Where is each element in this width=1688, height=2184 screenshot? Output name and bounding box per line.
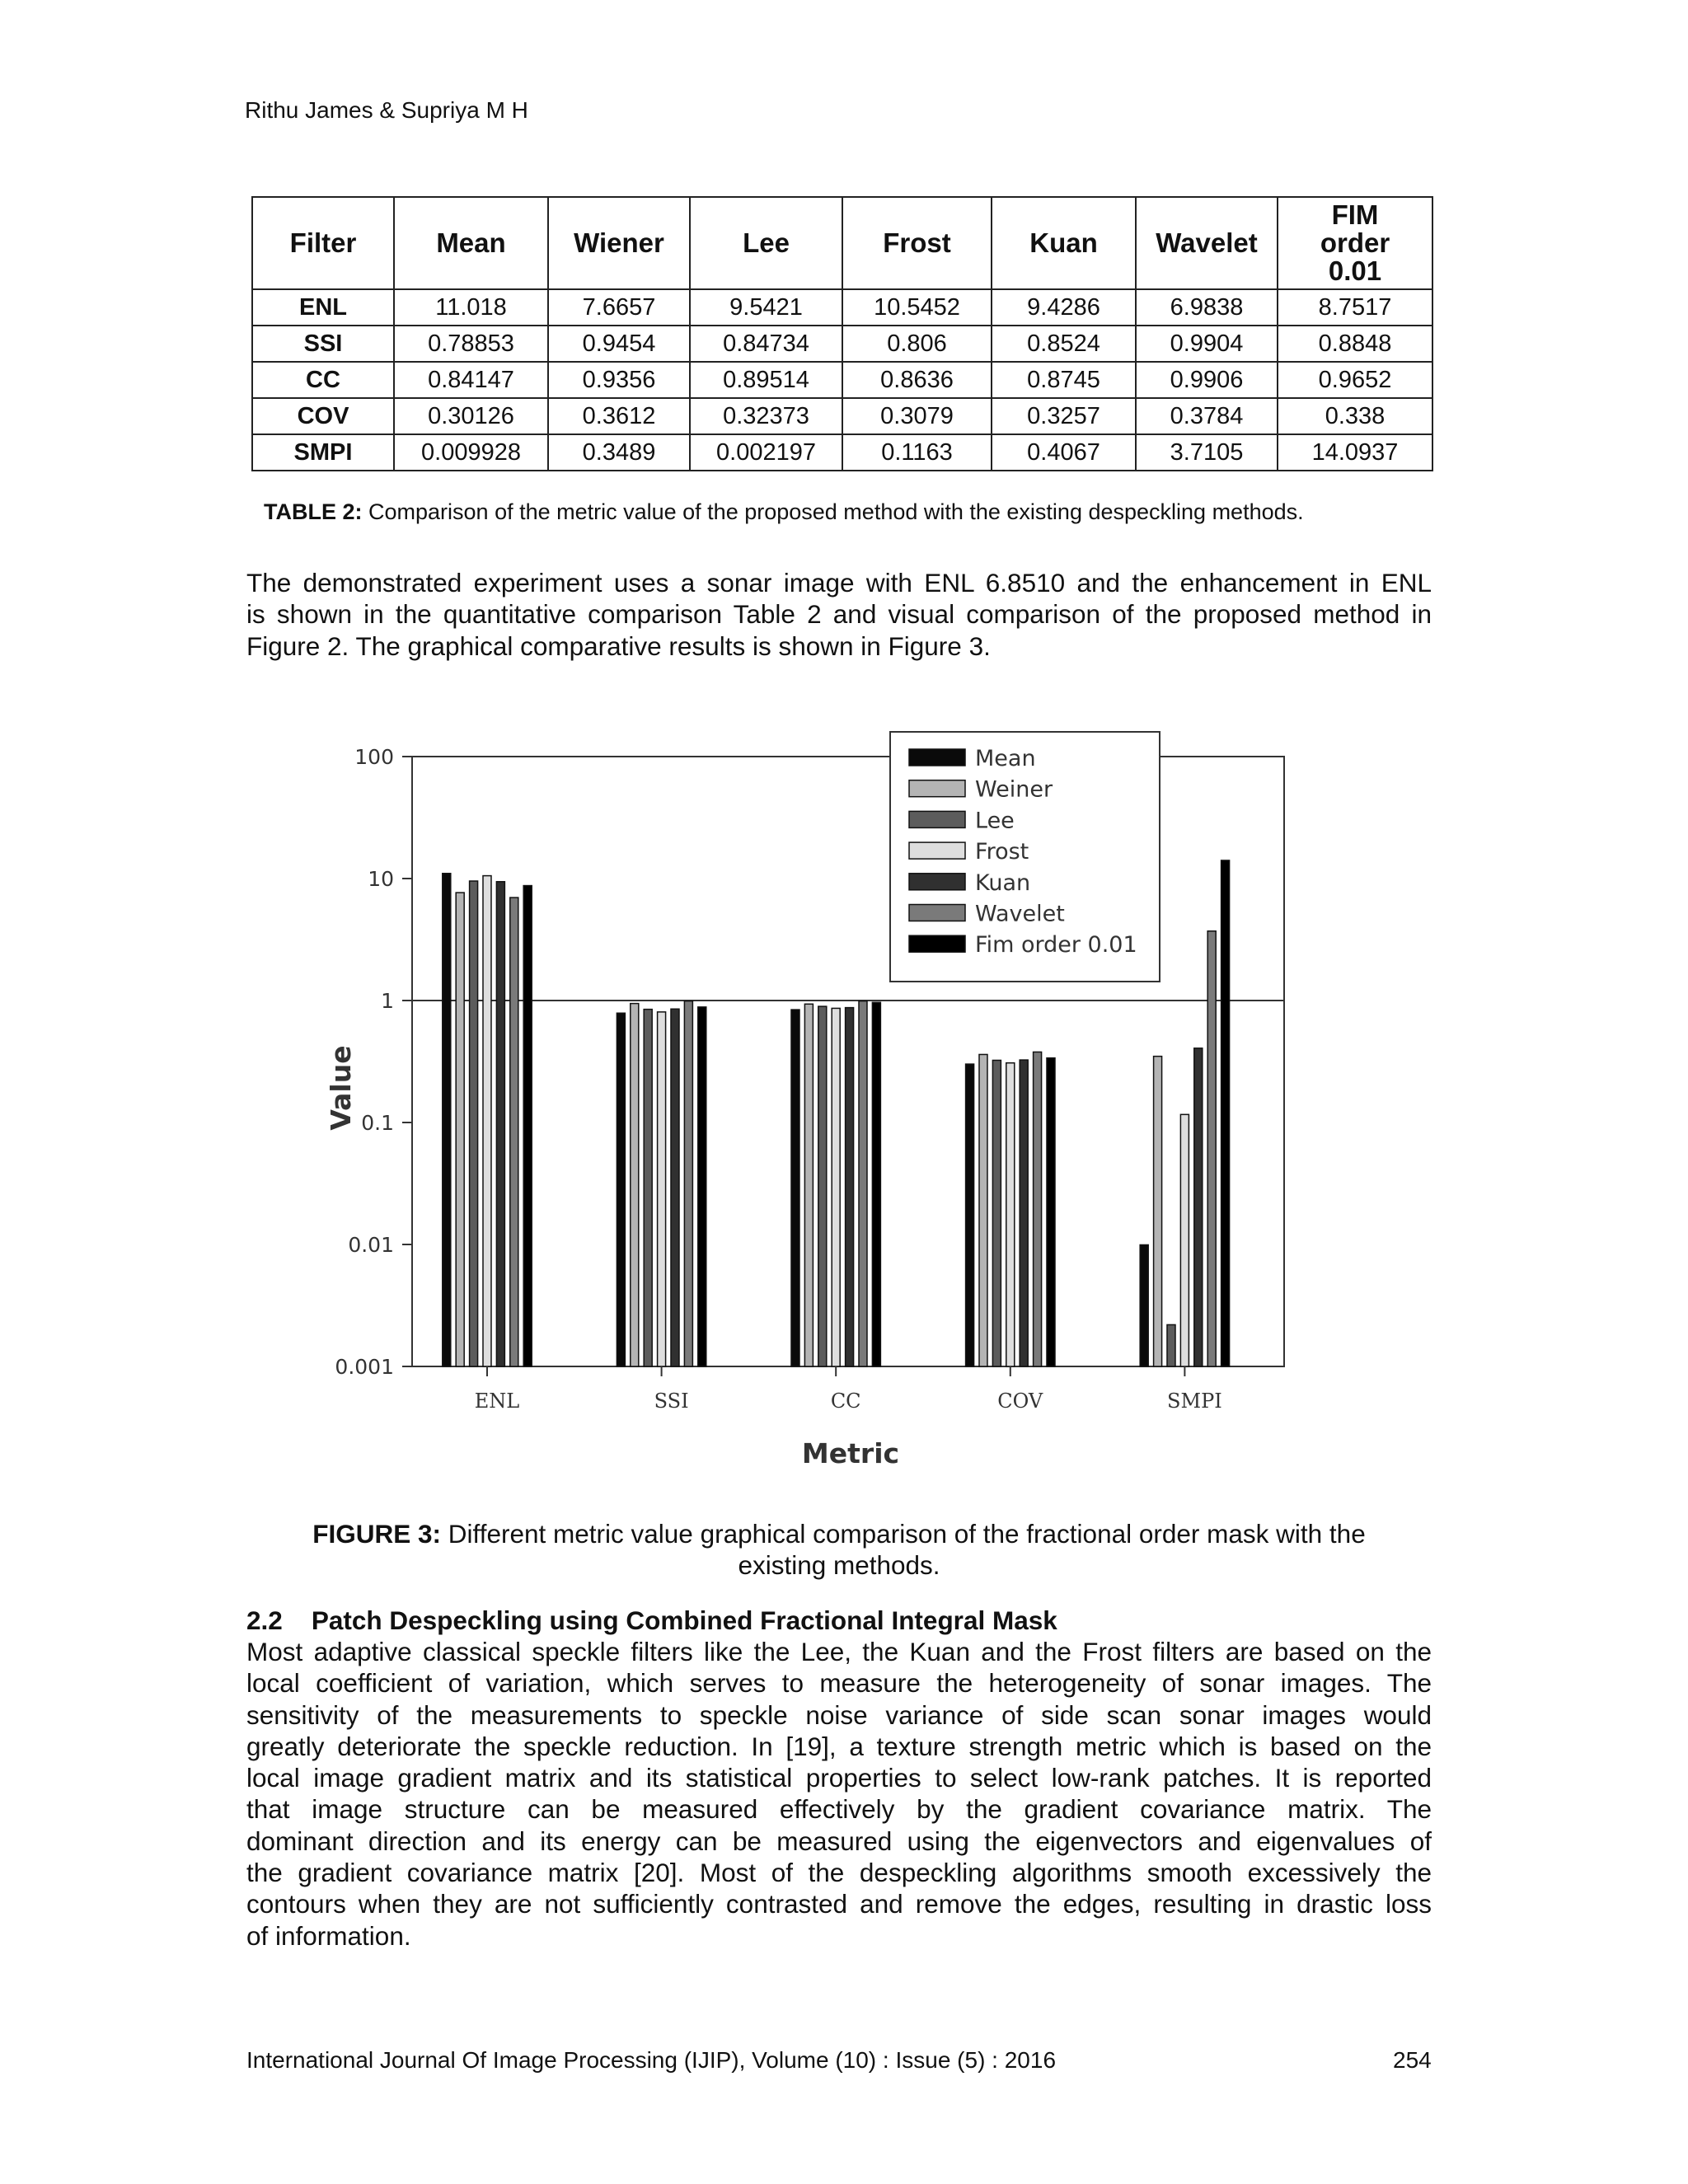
legend-label: Frost [975, 839, 1029, 865]
col-header-kuan: Kuan [992, 197, 1136, 289]
figure-caption-line1: Different metric value graphical comparison of the fractional order mask with the [441, 1519, 1366, 1549]
text-line: the gradient covariance matrix [20]. Most of the despeckling algorithms smooth excessively the [246, 1858, 1432, 1888]
text-line: dominant direction and its energy can be measured using the eigenvectors and eigenvalues of [246, 1825, 1432, 1856]
text-line: local coefficient of variation, which serves to measure the heterogeneity of sonar images. The [246, 1668, 1432, 1699]
table-cell: 0.8848 [1278, 326, 1432, 362]
col-header-frost: Frost [842, 197, 992, 289]
x-category-label: COV [997, 1390, 1043, 1413]
legend-swatch [909, 749, 965, 766]
table-cell: 10.5452 [842, 289, 992, 326]
table-cell: 0.806 [842, 326, 992, 362]
section-heading [246, 1605, 1057, 1636]
table-cell: 0.9652 [1278, 362, 1432, 398]
table-cell: 3.7105 [1136, 434, 1278, 471]
text-line: greatly deteriorate the speckle reduction. In [19], a texture strength metric which is based on the [246, 1731, 1432, 1761]
table-cell: 0.9454 [548, 326, 690, 362]
legend-swatch [909, 842, 965, 859]
col-header-wavelet: Wavelet [1136, 197, 1278, 289]
legend-swatch [909, 935, 965, 952]
table-cell: 0.30126 [394, 398, 548, 434]
metric-comparison-chart [313, 721, 1319, 1504]
bar-cov-wavelet [1034, 1052, 1042, 1366]
table-cell: 0.32373 [690, 398, 842, 434]
row-label: COV [252, 398, 394, 434]
table-cell: 0.8636 [842, 362, 992, 398]
text-line: is shown in the quantitative comparison Table 2 and visual comparison of the proposed method in [246, 599, 1432, 630]
bar-cc-weiner [804, 1004, 813, 1366]
legend-label: Wavelet [975, 901, 1065, 927]
table-caption-label: TABLE 2: [264, 499, 363, 524]
bar-ssi-lee [644, 1010, 652, 1366]
table-caption-text: Comparison of the metric value of the proposed method with the existing despeckling methods. [362, 499, 1304, 524]
table-row [252, 362, 1432, 398]
section-title: Patch Despeckling using Combined Fractional Integral Mask [311, 1605, 1057, 1635]
table-row [252, 398, 1432, 434]
bar-smpi-mean [1140, 1244, 1148, 1366]
table-cell: 0.3079 [842, 398, 992, 434]
bar-smpi-fim-order-0-01 [1221, 860, 1230, 1366]
fim-header-line1: FIM [1331, 199, 1379, 230]
table-cell: 0.002197 [690, 434, 842, 471]
table-cell: 0.9904 [1136, 326, 1278, 362]
bar-smpi-weiner [1154, 1057, 1162, 1366]
figure-caption-line2: existing methods. [738, 1550, 940, 1580]
table-cell: 0.1163 [842, 434, 992, 471]
text-line: Most adaptive classical speckle filters like the Lee, the Kuan and the Frost filters are based on the [246, 1637, 1432, 1666]
text-line: sensitivity of the measurements to speckle noise variance of side scan sonar images would [246, 1699, 1432, 1730]
bar-ssi-mean [617, 1013, 625, 1366]
row-label: SMPI [252, 434, 394, 471]
paragraph-results [246, 567, 1432, 662]
table-cell: 0.3784 [1136, 398, 1278, 434]
section-number: 2.2 [246, 1605, 283, 1635]
table-cell: 0.9906 [1136, 362, 1278, 398]
bar-enl-weiner [456, 893, 464, 1366]
bar-smpi-frost [1180, 1114, 1189, 1366]
bar-cov-weiner [979, 1054, 987, 1366]
x-category-label: SMPI [1167, 1390, 1222, 1413]
table-cell: 6.9838 [1136, 289, 1278, 326]
bar-ssi-fim-order-0-01 [698, 1007, 706, 1366]
bar-cc-mean [791, 1010, 799, 1366]
y-tick-label: 10 [368, 867, 394, 891]
table-cell: 0.84734 [690, 326, 842, 362]
table-cell: 0.3612 [548, 398, 690, 434]
table-row [252, 289, 1432, 326]
table-row [252, 326, 1432, 362]
bar-cc-kuan [846, 1008, 854, 1366]
legend-swatch [909, 780, 965, 797]
col-header-lee: Lee [690, 197, 842, 289]
bar-enl-fim-order-0-01 [523, 886, 532, 1366]
bar-ssi-frost [658, 1012, 666, 1366]
table-header-row [252, 197, 1432, 289]
table-cell: 0.3257 [992, 398, 1136, 434]
footer-page-number: 254 [1393, 2047, 1432, 2073]
bar-cc-lee [818, 1006, 827, 1366]
legend-swatch [909, 874, 965, 890]
y-tick-label: 100 [354, 745, 394, 769]
table-cell: 7.6657 [548, 289, 690, 326]
legend-label: Weiner [975, 776, 1053, 803]
bar-cc-wavelet [859, 1001, 867, 1366]
metrics-table [251, 196, 1433, 471]
table-cell: 0.84147 [394, 362, 548, 398]
table-cell: 0.89514 [690, 362, 842, 398]
bar-cc-fim-order-0-01 [872, 1002, 880, 1366]
table-cell: 14.0937 [1278, 434, 1432, 471]
footer-journal: International Journal Of Image Processing (IJIP), Volume (10) : Issue (5) : 2016 [246, 2047, 1057, 2073]
table-cell: 0.3489 [548, 434, 690, 471]
bar-enl-lee [470, 881, 478, 1366]
text-line: The demonstrated experiment uses a sonar image with ENL 6.8510 and the enhancement in ENL [246, 568, 1432, 598]
table-cell: 0.78853 [394, 326, 548, 362]
bar-enl-wavelet [510, 898, 518, 1366]
table-row [252, 434, 1432, 471]
figure-caption [246, 1518, 1432, 1581]
x-category-label: ENL [474, 1390, 520, 1413]
bar-smpi-lee [1167, 1324, 1175, 1366]
bar-cov-fim-order-0-01 [1047, 1058, 1055, 1366]
legend-label: Kuan [975, 869, 1031, 896]
col-header-filter: Filter [252, 197, 394, 289]
table-cell: 11.018 [394, 289, 548, 326]
col-header-fim [1278, 197, 1432, 289]
legend-label: Mean [975, 746, 1036, 771]
y-tick-label: 0.01 [348, 1233, 394, 1257]
text-line: of information. [246, 1920, 411, 1951]
x-category-label: SSI [654, 1390, 689, 1413]
y-tick-label: 1 [381, 989, 394, 1013]
table-cell: 0.009928 [394, 434, 548, 471]
text-line: that image structure can be measured effectively by the gradient covariance matrix. The [246, 1794, 1432, 1825]
table-cell: 0.9356 [548, 362, 690, 398]
table-cell: 9.5421 [690, 289, 842, 326]
bar-enl-mean [443, 874, 451, 1366]
bar-ssi-wavelet [684, 1001, 692, 1366]
row-label: ENL [252, 289, 394, 326]
table-cell: 0.8745 [992, 362, 1136, 398]
fim-header-line2: order [1320, 227, 1390, 258]
text-line: Figure 2. The graphical comparative results is shown in Figure 3. [246, 630, 991, 661]
table-cell: 9.4286 [992, 289, 1136, 326]
text-line: local image gradient matrix and its statistical properties to select low-rank patches. It is reported [246, 1763, 1432, 1793]
legend-label: Lee [975, 808, 1015, 834]
row-label: SSI [252, 326, 394, 362]
table-caption [264, 499, 1304, 525]
bar-cov-frost [1006, 1063, 1015, 1366]
bar-ssi-kuan [671, 1009, 679, 1366]
table-cell: 0.8524 [992, 326, 1136, 362]
y-tick-label: 0.001 [335, 1355, 394, 1379]
bar-enl-frost [483, 876, 491, 1366]
x-axis-title: Metric [801, 1437, 900, 1469]
col-header-wiener: Wiener [548, 197, 690, 289]
table-cell: 0.4067 [992, 434, 1136, 471]
y-axis-title: Value [325, 1045, 357, 1131]
fim-header-line3: 0.01 [1328, 255, 1382, 286]
table-cell: 8.7517 [1278, 289, 1432, 326]
bar-cov-mean [966, 1064, 974, 1366]
running-header: Rithu James & Supriya M H [245, 97, 528, 123]
bar-cov-kuan [1020, 1060, 1028, 1366]
y-tick-label: 0.1 [361, 1111, 394, 1135]
bar-cov-lee [992, 1060, 1001, 1366]
bar-enl-kuan [496, 882, 504, 1366]
bar-ssi-weiner [631, 1004, 639, 1366]
text-line: contours when they are not sufficiently contrasted and remove the edges, resulting in drastic loss [246, 1889, 1432, 1919]
paragraph-patch-despeckling [246, 1636, 1432, 1952]
row-label: CC [252, 362, 394, 398]
bar-smpi-kuan [1194, 1048, 1203, 1366]
legend-swatch [909, 905, 965, 921]
bar-smpi-wavelet [1207, 931, 1216, 1366]
legend-swatch [909, 811, 965, 827]
table-cell: 0.338 [1278, 398, 1432, 434]
x-category-label: CC [830, 1390, 861, 1413]
col-header-mean: Mean [394, 197, 548, 289]
legend-label: Fim order 0.01 [975, 932, 1137, 958]
figure-caption-label: FIGURE 3: [312, 1519, 442, 1549]
bar-cc-frost [832, 1008, 840, 1366]
